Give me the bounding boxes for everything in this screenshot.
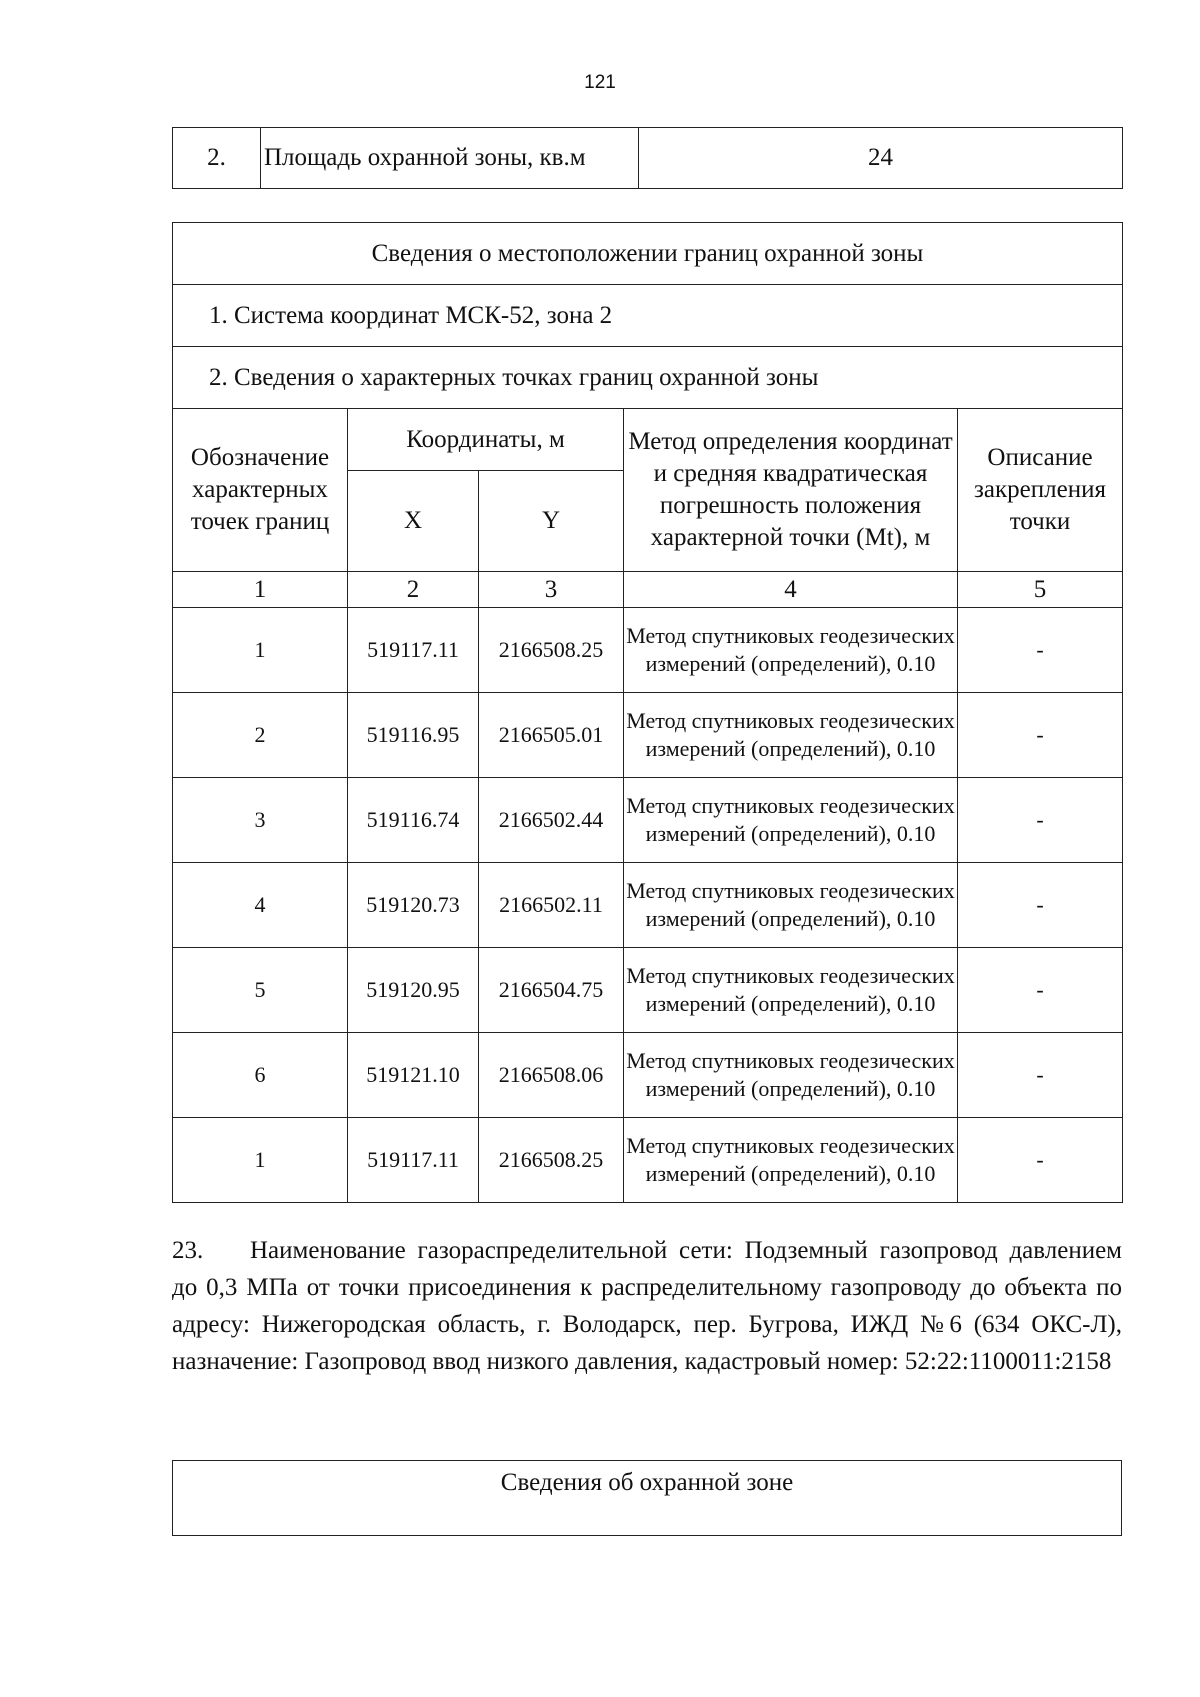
column-index: 5 xyxy=(958,572,1123,608)
point-method: Метод спутниковых геодезических измерений (определений), 0.10 xyxy=(624,778,958,863)
point-y: 2166504.75 xyxy=(479,948,624,1033)
point-x: 519120.95 xyxy=(348,948,479,1033)
area-row-number: 2. xyxy=(173,128,261,189)
point-method: Метод спутниковых геодезических измерений (определений), 0.10 xyxy=(624,863,958,948)
coordinates-title-row xyxy=(173,223,1123,285)
header-method: Метод определения координат и средняя квадратическая погрешность положения характерной точки (Mt), м xyxy=(624,409,958,572)
point-x: 519116.95 xyxy=(348,693,479,778)
point-description: - xyxy=(958,1033,1123,1118)
point-description: - xyxy=(958,948,1123,1033)
point-number: 2 xyxy=(173,693,348,778)
point-y: 2166502.11 xyxy=(479,863,624,948)
table-row xyxy=(173,778,1123,863)
area-row-value: 24 xyxy=(639,128,1123,189)
point-x: 519116.74 xyxy=(348,778,479,863)
column-index: 1 xyxy=(173,572,348,608)
column-index: 2 xyxy=(348,572,479,608)
header-x: X xyxy=(348,471,479,572)
point-y: 2166502.44 xyxy=(479,778,624,863)
header-y: Y xyxy=(479,471,624,572)
zone-info-box xyxy=(172,1460,1122,1536)
column-header-row xyxy=(173,409,1123,471)
point-number: 6 xyxy=(173,1033,348,1118)
point-number: 1 xyxy=(173,608,348,693)
point-method: Метод спутниковых геодезических измерений (определений), 0.10 xyxy=(624,1118,958,1203)
table-row xyxy=(173,863,1123,948)
coordinate-system-row xyxy=(173,285,1123,347)
table-row xyxy=(173,693,1123,778)
page-number: 121 xyxy=(584,72,616,93)
column-index: 3 xyxy=(479,572,624,608)
table-row xyxy=(173,948,1123,1033)
column-index-row xyxy=(173,572,1123,608)
paragraph-number: 23. xyxy=(172,1237,204,1264)
point-y: 2166508.25 xyxy=(479,1118,624,1203)
area-row-label: Площадь охранной зоны, кв.м xyxy=(261,128,639,189)
point-number: 1 xyxy=(173,1118,348,1203)
point-number: 5 xyxy=(173,948,348,1033)
area-row xyxy=(173,128,1123,189)
header-description: Описание закрепления точки xyxy=(958,409,1123,572)
table-row xyxy=(173,1033,1123,1118)
coordinates-title: Сведения о местоположении границ охранной зоны xyxy=(173,223,1123,285)
point-x: 519117.11 xyxy=(348,608,479,693)
zone-info-title: Сведения об охранной зоне xyxy=(173,1461,1122,1536)
point-description: - xyxy=(958,1118,1123,1203)
paragraph-text: Наименование газораспределительной сети: Подземный газопровод давлением до 0,3 МПа от точки присоединения к распределительному газопроводу до объекта по адресу: Нижегородская область, г. Володарск, пер. Бугрова, ИЖД №6 (634 ОКС-Л), назначение: Газопровод ввод низкого давления, кадастровый номер: 52:22:1100011:2158 xyxy=(172,1237,1122,1375)
point-method: Метод спутниковых геодезических измерений (определений), 0.10 xyxy=(624,1033,958,1118)
point-number: 3 xyxy=(173,778,348,863)
area-table xyxy=(172,127,1123,189)
network-paragraph xyxy=(172,1232,1122,1380)
point-x: 519120.73 xyxy=(348,863,479,948)
column-index: 4 xyxy=(624,572,958,608)
point-method: Метод спутниковых геодезических измерений (определений), 0.10 xyxy=(624,693,958,778)
table-row xyxy=(173,1118,1123,1203)
table-row xyxy=(173,608,1123,693)
header-designation: Обозначение характерных точек границ xyxy=(173,409,348,572)
point-description: - xyxy=(958,778,1123,863)
coordinates-table xyxy=(172,222,1123,1203)
point-x: 519117.11 xyxy=(348,1118,479,1203)
point-method: Метод спутниковых геодезических измерений (определений), 0.10 xyxy=(624,608,958,693)
point-description: - xyxy=(958,863,1123,948)
point-description: - xyxy=(958,693,1123,778)
point-method: Метод спутниковых геодезических измерений (определений), 0.10 xyxy=(624,948,958,1033)
points-title-row xyxy=(173,347,1123,409)
points-title: 2. Сведения о характерных точках границ охранной зоны xyxy=(173,347,1123,409)
header-coordinates: Координаты, м xyxy=(348,409,624,471)
coordinate-system: 1. Система координат МСК-52, зона 2 xyxy=(173,285,1123,347)
point-y: 2166508.06 xyxy=(479,1033,624,1118)
point-y: 2166505.01 xyxy=(479,693,624,778)
point-description: - xyxy=(958,608,1123,693)
point-y: 2166508.25 xyxy=(479,608,624,693)
point-number: 4 xyxy=(173,863,348,948)
point-x: 519121.10 xyxy=(348,1033,479,1118)
zone-info-row xyxy=(173,1461,1122,1536)
